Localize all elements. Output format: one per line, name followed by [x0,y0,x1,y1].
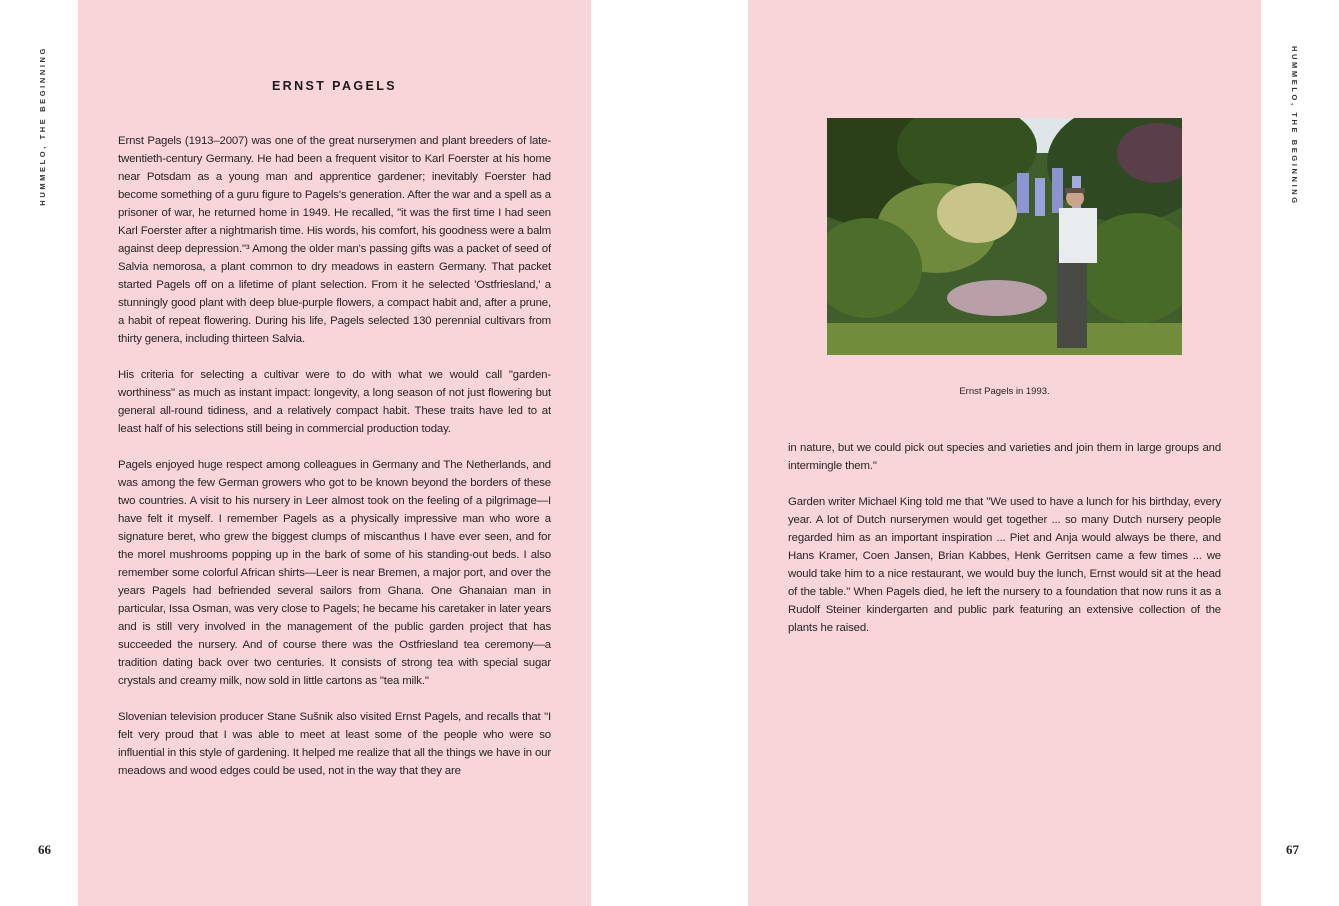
body-paragraph: in nature, but we could pick out species and varieties and join them in large groups and intermingle them." [788,442,1221,472]
body-paragraph: Pagels enjoyed huge respect among colleagues in Germany and The Netherlands, and was among the few German growers who got to be known beyond the borders of these two countries. A visit to his nursery in Leer almost took on the feeling of a pilgrimage—I have felt it myself. I remember Pagels as a physically impressive man who wore a signature beret, who grew the biggest clumps of miscanthus I have ever seen, and for the morel mushrooms popping up in the bark of some of his standing-out beds. I also remember some colorful African shirts—Leer is near Bremen, a major port, and over the years Pagels had befriended several sailors from Ghana. One Ghanaian man in particular, Issa Osman, was very close to Pagels; he became his caretaker in later years and is still very involved in the management of the public garden project that has succeeded the nursery. And of course there was the Ostfriesland tea ceremony—a tradition dating back over two centuries. It consists of strong tea with special sugar crystals and creamy milk, now sold in little cartons as "tea milk." [118,459,551,687]
body-paragraph: Garden writer Michael King told me that "We used to have a lunch for his birthday, every year. A lot of Dutch nurserymen would get together ... so many Dutch nursery people regarded him as an important inspiration ... Piet and Anja would always be there, and Hans Kramer, Coen Jansen, Brian Kabbes, Henk Gerritsen came a few times ... we would take him to a nice restaurant, we would buy the lunch, Ernst would sit at the head of the table." When Pagels died, he left the nursery to a foundation that now runs it as a Rudolf Steiner kindergarten and public park featuring an extensive collection of the plants he raised. [788,496,1221,634]
body-paragraph: His criteria for selecting a cultivar were to do with what we would call "garden-worthiness" as much as instant impact: longevity, a long season of not just flowering but general all-round tidiness, and a relatively compact habit. These traits have led to at least half of his selections still being in commercial production today. [118,369,551,435]
body-paragraph: Ernst Pagels (1913–2007) was one of the great nurserymen and plant breeders of late-twentieth-century Germany. He had been a frequent visitor to Karl Foerster at his home near Potsdam as a young man and apprentice gardener; inevitably Foerster had become something of a guru figure to Pagels's generation. After the war and a spell as a prisoner of war, he returned home in 1949. He recalled, "it was the first time I had seen Karl Foerster after a nightmarish time. His words, his comfort, his goodness were a balm against deep depression."³ Among the older man's passing gifts was a packet of seed of Salvia nemorosa, a plant common to dry meadows in eastern Germany. That packet started Pagels off on a lifetime of plant selection. From it he selected 'Ostfriesland,' a stunningly good plant with deep blue-purple flowers, a compact habit and, after a prune, a habit of repeat flowering. During his life, Pagels selected 130 perennial cultivars from thirty genera, including thirteen Salvia. [118,135,551,345]
left-page-body [118,132,551,798]
page-number-right: 67 [1286,842,1299,857]
running-head-right: HUMMELO, THE BEGINNING [1290,46,1299,206]
photo-caption: Ernst Pagels in 1993. [959,386,1050,397]
page-number-left: 66 [38,842,51,857]
body-paragraph: Slovenian television producer Stane Sušnik also visited Ernst Pagels, and recalls that "I felt very proud that I was able to meet at least some of the people who were so influential in this style of gardening. It helped me realize that all the things we have in our meadows and wood edges could be used, not in the way that they are [118,711,551,777]
right-page-body [788,439,1221,655]
section-heading: ERNST PAGELS [271,79,398,93]
running-head-left: HUMMELO, THE BEGINNING [38,46,47,206]
garden-photo [827,118,1182,355]
